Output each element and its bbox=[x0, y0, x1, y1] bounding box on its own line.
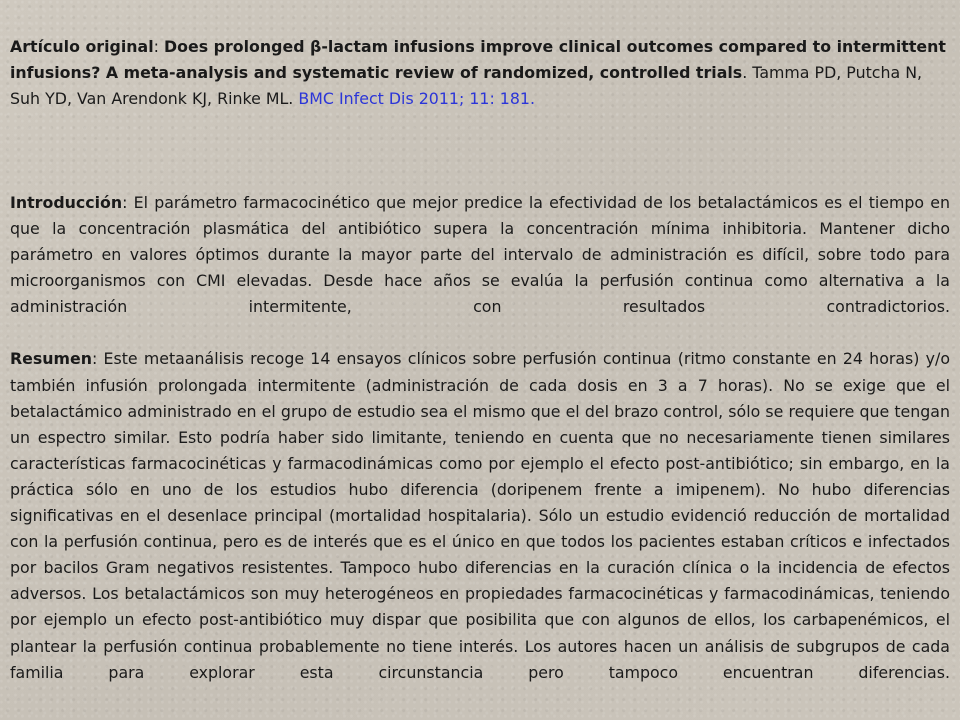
summary-text: Este metaanálisis recoge 14 ensayos clínicos sobre perfusión continua (ritmo constante en 24 horas) y/o también infusión prolongada intermitente (administración de cada dosis en 3 a 7 horas). No se exige que el betalactámico administrado en el grupo de estudio sea el mismo que el del brazo control, sólo se requiere que tengan un espectro similar. Esto podría haber sido limitante, teniendo en cuenta que no necesariamente tienen similares características farmacocinéticas y farmacodinámicas como por ejemplo el efecto post-antibiótico; sin embargo, en la práctica sólo en uno de los estudios hubo diferencia (doripenem frente a imipenem). No hubo diferencias significativas en el desenlace principal (mortalidad hospitalaria). Sólo un estudio evidenció reducción de mortalidad con la perfusión continua, pero es de interés que es el único en que todos los pacientes estaban críticos e infectados por bacilos Gram negativos resistentes. Tampoco hubo diferencias en la curación clínica o la incidencia de efectos adversos. Los betalactámicos son muy heterogéneos en propiedades farmacocinéticas y farmacodinámicas, teniendo por ejemplo un efecto post-antibiótico muy dispar que posibilita que con algunos de ellos, los carbapenémicos, el plantear la perfusión continua probablemente no tiene interés. Los autores hacen un análisis de subgrupos de cada familia para explorar esta circunstancia pero tampoco encuentran diferencias. bbox=[10, 349, 951, 682]
introduction-paragraph: Introducción: El parámetro farmacocinético que mejor predice la efectividad de los betalactámicos es el tiempo en que la concentración plasmática del antibiótico supera la concentración mínima inhibitoria. Mantener dicho parámetro en valores óptimos durante la mayor parte del intervalo de administración es difícil, sobre todo para microorganismos con CMI elevadas. Desde hace años se evalúa la perfusión continua como alternativa a la administración intermitente, con resultados contradictorios. bbox=[10, 193, 950, 317]
summary-label: Resumen bbox=[10, 349, 92, 369]
introduction-text: El parámetro farmacocinético que mejor predice la efectividad de los betalactámicos es el tiempo en que la concentración plasmática del antibiótico supera la concentración mínima inhibitoria. Mantener dicho parámetro en valores óptimos durante la mayor parte del intervalo de administración es difícil, sobre todo para microorganismos con CMI elevadas. Desde hace años se evalúa la perfusión continua como alternativa a la administración intermitente, con resultados contradictorios. bbox=[10, 193, 950, 317]
summary-paragraph: Resumen: Este metaanálisis recoge 14 ensayos clínicos sobre perfusión continua (ritmo constante en 24 horas) y/o también infusión prolongada intermitente (administración de cada dosis en 3 a 7 horas). No se exige que el betalactámico administrado en el grupo de estudio sea el mismo que el del brazo control, sólo se requiere que tengan un espectro similar. Esto podría haber sido limitante, teniendo en cuenta que no necesariamente tienen similares características farmacocinéticas y farmacodinámicas como por ejemplo el efecto post-antibiótico; sin embargo, en la práctica sólo en uno de los estudios hubo diferencia (doripenem frente a imipenem). No hubo diferencias significativas en el desenlace principal (mortalidad hospitalaria). Sólo un estudio evidenció reducción de mortalidad con la perfusión continua, pero es de interés que es el único en que todos los pacientes estaban críticos e infectados por bacilos Gram negativos resistentes. Tampoco hubo diferencias en la curación clínica o la incidencia de efectos adversos. Los betalactámicos son muy heterogéneos en propiedades farmacocinéticas y farmacodinámicas, teniendo por ejemplo un efecto post-antibiótico muy dispar que posibilita que con algunos de ellos, los carbapenémicos, el plantear la perfusión continua probablemente no tiene interés. Los autores hacen un análisis de subgrupos de cada familia para explorar esta circunstancia pero tampoco encuentran diferencias. bbox=[10, 349, 951, 682]
slide bbox=[10, 34, 950, 718]
citation: Artículo original: Does prolonged β-lactam infusions improve clinical outcomes compared to intermittent infusions? A meta-analysis and systematic review of randomized, controlled trials. Tamma PD, Putcha N, Suh YD, Van Arendonk KJ, Rinke ML. BMC Infect Dis 2011; 11: 181. bbox=[10, 37, 946, 108]
article-authors: Tamma PD, Putcha N, Suh YD, Van Arendonk KJ, Rinke ML. bbox=[10, 63, 923, 108]
journal-reference-link[interactable]: BMC Infect Dis 2011; 11: 181. bbox=[298, 89, 536, 108]
introduction-label: Introducción bbox=[10, 193, 123, 212]
citation-label: Artículo original bbox=[10, 37, 154, 56]
article-title: Does prolonged β-lactam infusions improve clinical outcomes compared to intermittent infusions? A meta-analysis and systematic review of randomized, controlled trials bbox=[10, 37, 946, 82]
